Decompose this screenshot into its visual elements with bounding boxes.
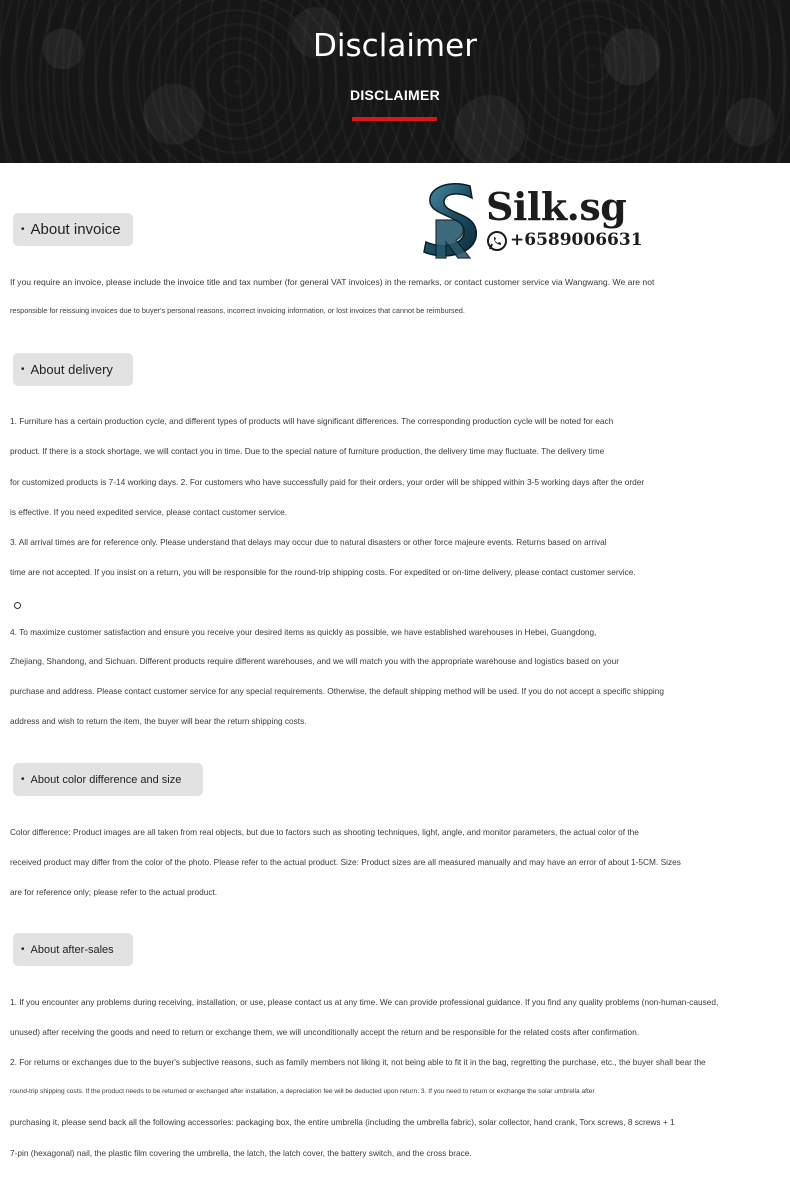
section-heading-color [13, 763, 203, 796]
bullet-icon: • [21, 364, 25, 375]
section-heading-delivery [13, 353, 133, 386]
paragraph-line: If you require an invoice, please include the invoice title and tax number (for general VAT invoices) in the remarks, or contact customer service via Wangwang. We are not [10, 277, 655, 287]
paragraph-line: are for reference only; please refer to the actual product. [10, 887, 218, 897]
bullet-icon: • [21, 224, 25, 235]
paragraph-line: round-trip shipping costs. If the product needs to be returned or exchanged after installation, a depreciation fee will be deducted upon return. 3. If you need to return or exchange the solar umbrella after [10, 1088, 595, 1095]
sr-logo-icon [418, 180, 488, 260]
paragraph-line: for customized products is 7-14 working days. 2. For customers who have successfully paid for their orders, your order will be shipped within 3-5 working days after the order [10, 477, 645, 487]
page-title: Disclaimer [313, 28, 477, 64]
header-banner [0, 0, 790, 163]
paragraph-line: Color difference: Product images are all taken from real objects, but due to factors such as shooting techniques, light, angle, and monitor parameters, the actual color of the [10, 827, 639, 837]
paragraph-line: Zhejiang, Shandong, and Sichuan. Different products require different warehouses, and we will match you with the appropriate warehouse and logistics based on your [10, 656, 619, 666]
paragraph-line: unused) after receiving the goods and need to return or exchange them, we will unconditionally accept the return and be responsible for the related costs after confirmation. [10, 1027, 640, 1037]
paragraph-line: responsible for reissuing invoices due to buyer's personal reasons, incorrect invoicing information, or lost invoices that cannot be reimbursed. [10, 306, 465, 315]
active-tab-indicator [352, 117, 437, 121]
whatsapp-icon [486, 230, 508, 252]
tab-disclaimer[interactable]: DISCLAIMER [349, 87, 441, 103]
bullet-icon: • [21, 944, 25, 955]
section-heading-label: About delivery [30, 362, 113, 377]
brand-name: Silk.sg [486, 184, 627, 229]
circle-bullet-icon [14, 602, 21, 609]
paragraph-line: 1. Furniture has a certain production cycle, and different types of products will have significant differences. The corresponding production cycle will be noted for each [10, 416, 614, 426]
paragraph-line: address and wish to return the item, the buyer will bear the return shipping costs. [10, 716, 307, 726]
paragraph-line: purchase and address. Please contact customer service for any special requirements. Otherwise, the default shipping method will be used. If you do not accept a specific shipping [10, 686, 664, 696]
paragraph-line: 1. If you encounter any problems during receiving, installation, or use, please contact us at any time. We can provide professional guidance. If you find any quality problems (non-human-caused, [10, 997, 719, 1007]
paragraph-line: purchasing it, please send back all the following accessories: packaging box, the entire umbrella (including the umbrella fabric), solar collector, hand crank, Torx screws, 8 screws + 1 [10, 1117, 675, 1127]
section-heading-label: About after-sales [30, 943, 114, 956]
paragraph-line: product. If there is a stock shortage, we will contact you in time. Due to the special nature of furniture production, the delivery time may fluctuate. The delivery time [10, 446, 605, 456]
brand-logo [418, 180, 643, 260]
paragraph-line: 7-pin (hexagonal) nail, the plastic film covering the umbrella, the latch, the latch cover, the battery switch, and the cross brace. [10, 1148, 472, 1158]
paragraph-line: 3. All arrival times are for reference only. Please understand that delays may occur due to natural disasters or other force majeure events. Returns based on arrival [10, 537, 607, 547]
phone-number: +6589006631 [510, 230, 643, 250]
paragraph-line: received product may differ from the color of the photo. Please refer to the actual product. Size: Product sizes are all measured manually and may have an error of about 1-5CM. Sizes [10, 857, 681, 867]
paragraph-line: 4. To maximize customer satisfaction and ensure you receive your desired items as quickly as possible, we have established warehouses in Hebei, Guangdong, [10, 627, 597, 637]
section-heading-label: About invoice [30, 221, 121, 238]
paragraph-line: is effective. If you need expedited service, please contact customer service. [10, 507, 288, 517]
section-heading-label: About color difference and size [30, 773, 182, 786]
bullet-icon: • [21, 774, 25, 785]
section-heading-invoice [13, 213, 133, 246]
paragraph-line: 2. For returns or exchanges due to the buyer's subjective reasons, such as family members not liking it, not being able to fit it in the bag, regretting the purchase, etc., the buyer shall bear the [10, 1057, 706, 1067]
paragraph-line: time are not accepted. If you insist on a return, you will be responsible for the round-trip shipping costs. For expedited or on-time delivery, please contact customer service. [10, 567, 636, 577]
section-heading-aftersales [13, 933, 133, 966]
